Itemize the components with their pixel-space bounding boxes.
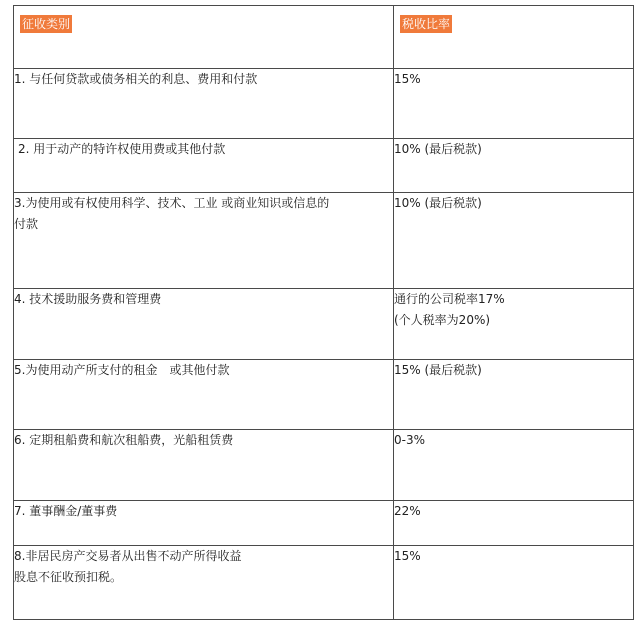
table-row <box>14 360 634 430</box>
rate-text: 10% (最后税款) <box>394 142 482 156</box>
rate-text: 22% <box>394 504 421 518</box>
category-cell <box>14 546 394 620</box>
rate-cell <box>394 139 634 193</box>
header-rate-label: 税收比率 <box>402 17 451 31</box>
header-row <box>14 6 634 69</box>
rate-text: 15% <box>394 72 421 86</box>
category-text: 付款 <box>14 217 39 231</box>
rate-text: 15% <box>394 549 421 563</box>
header-rate-cell <box>394 6 634 69</box>
rate-text: 10% (最后税款) <box>394 196 482 210</box>
category-cell <box>14 193 394 289</box>
rate-text: 通行的公司税率17% <box>394 292 505 306</box>
table-row <box>14 430 634 501</box>
category-cell <box>14 501 394 546</box>
rate-cell <box>394 360 634 430</box>
header-category-cell <box>14 6 394 69</box>
table-row <box>14 193 634 289</box>
category-text: 4. 技术援助服务费和管理费 <box>14 292 162 306</box>
table-row <box>14 289 634 360</box>
rate-cell <box>394 289 634 360</box>
category-text: 3.为使用或有权使用科学、技术、工业 或商业知识或信息的 <box>14 196 330 210</box>
category-text: 1. 与任何贷款或债务相关的利息、费用和付款 <box>14 72 258 86</box>
rate-cell <box>394 430 634 501</box>
table-row <box>14 501 634 546</box>
rate-cell <box>394 546 634 620</box>
category-text: 8.非居民房产交易者从出售不动产所得收益 <box>14 549 242 563</box>
category-text: 6. 定期租船费和航次租船费，光船租赁费 <box>14 433 234 447</box>
category-cell <box>14 139 394 193</box>
table-row <box>14 546 634 620</box>
category-text: 7. 董事酬金/董事费 <box>14 504 118 518</box>
rate-text: (个人税率为20%) <box>394 313 491 327</box>
rate-text: 0-3% <box>394 433 426 447</box>
category-cell <box>14 430 394 501</box>
tax-rate-table <box>13 5 634 620</box>
category-cell <box>14 360 394 430</box>
rate-text: 15% (最后税款) <box>394 363 482 377</box>
rate-cell <box>394 193 634 289</box>
rate-cell <box>394 501 634 546</box>
category-cell <box>14 69 394 139</box>
category-text: 5.为使用动产所支付的租金 或其他付款 <box>14 363 230 377</box>
category-text: 股息不征收预扣税。 <box>14 570 123 584</box>
rate-cell <box>394 69 634 139</box>
header-category-label: 征收类别 <box>22 17 71 31</box>
table-row <box>14 139 634 193</box>
category-cell <box>14 289 394 360</box>
category-text: 2. 用于动产的特许权使用费或其他付款 <box>18 142 226 156</box>
table-row <box>14 69 634 139</box>
